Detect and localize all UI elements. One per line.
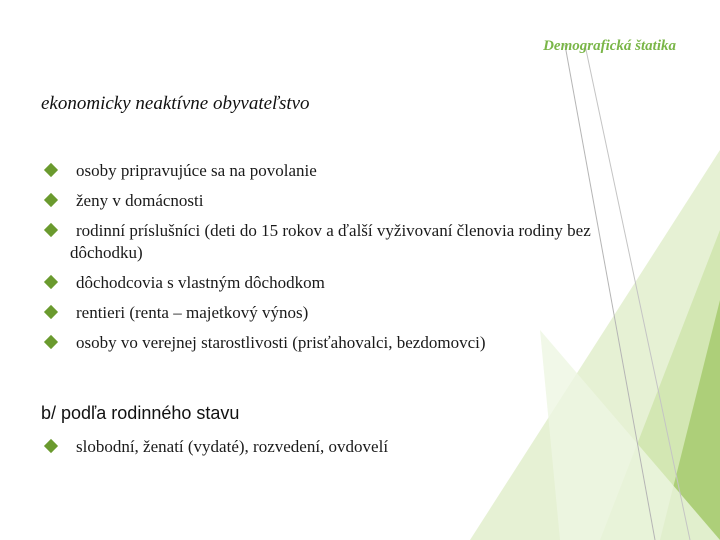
diamond-bullet-icon xyxy=(44,193,58,207)
diamond-bullet-icon xyxy=(44,275,58,289)
section2-bullet-list xyxy=(44,436,664,458)
diamond-bullet-icon xyxy=(44,223,58,237)
list-item-text: ženy v domácnosti xyxy=(76,191,204,210)
list-item xyxy=(44,220,664,264)
diamond-bullet-icon xyxy=(44,163,58,177)
header-title: Demografická štatika xyxy=(543,38,676,54)
list-item-text: slobodní, ženatí (vydaté), rozvedení, ovdovelí xyxy=(76,437,389,456)
section2-heading: b/ podľa rodinného stavu xyxy=(41,403,240,423)
diamond-bullet-icon xyxy=(44,335,58,349)
section1-heading: ekonomicky neaktívne obyvateľstvo xyxy=(41,93,310,114)
list-item xyxy=(44,332,664,354)
diamond-bullet-icon xyxy=(44,439,58,453)
list-item xyxy=(44,190,664,212)
list-item-text: dôchodcovia s vlastným dôchodkom xyxy=(76,273,325,292)
list-item xyxy=(44,272,664,294)
list-item xyxy=(44,302,664,324)
list-item-text: osoby vo verejnej starostlivosti (prisťahovalci, bezdomovci) xyxy=(76,333,486,352)
list-item-text: rodinní príslušníci (deti do 15 rokov a ďalší vyživovaní členovia rodiny bez dôchodku) xyxy=(70,221,591,262)
list-item-text: osoby pripravujúce sa na povolanie xyxy=(76,161,317,180)
list-item xyxy=(44,436,664,458)
section1-bullet-list xyxy=(44,160,664,362)
list-item xyxy=(44,160,664,182)
diamond-bullet-icon xyxy=(44,305,58,319)
list-item-text: rentieri (renta – majetkový výnos) xyxy=(76,303,309,322)
